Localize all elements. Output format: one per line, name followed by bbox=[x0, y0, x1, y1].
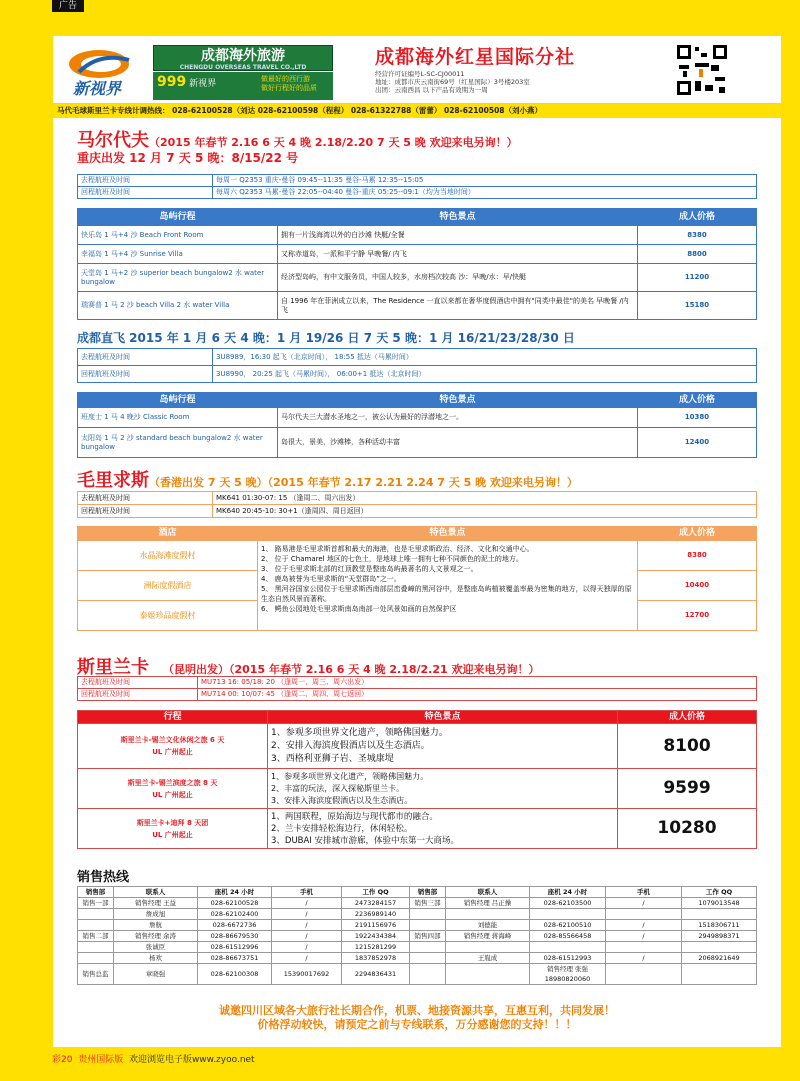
price: 12400 bbox=[638, 428, 757, 458]
mauritius-title-note: （香港出发 7 天 5 晚）（2015 年春节 2.17 2.21 2.24 7 天 5 晚 欢迎来电另询！） bbox=[149, 476, 578, 489]
sales-cell: 2191156976 bbox=[342, 920, 410, 931]
notice-line-2: 价格浮动较快，请预定之前与专线联系，万分感谢您的支持！！！ bbox=[257, 1018, 577, 1031]
sales-cell: 1215281299 bbox=[342, 942, 410, 953]
column-header: 特色景点 bbox=[278, 393, 638, 408]
sales-cell: 章晓强 bbox=[114, 964, 198, 985]
sales-cell: / bbox=[606, 931, 682, 942]
flight-info: 每周六 Q2353 马累-曼谷 22:05--04:40 曼谷-重庆 05:25--09:1（均为当地时间） bbox=[213, 187, 757, 199]
brand-logo bbox=[59, 42, 155, 98]
column-header: 酒店 bbox=[78, 527, 258, 541]
sales-cell: / bbox=[606, 898, 682, 909]
route-name: 斯里兰卡-锡兰滨度之旅 8 天 UL 广州起止 bbox=[78, 769, 268, 809]
edition-name: 贵州国际版 bbox=[78, 1055, 124, 1065]
sales-header-row bbox=[78, 887, 757, 898]
srilanka-title: 斯里兰卡 （昆明出发）（2015 年春节 2.16 6 天 4 晚 2.18/2.21 欢迎来电另询！） bbox=[77, 657, 540, 678]
sales-cell: 销售经理 张强 18980820060 bbox=[530, 964, 606, 985]
feature-line: 6、 鳄鱼公园地处毛里求斯南岛南部一处风景如画的自然保护区 bbox=[261, 605, 457, 613]
price: 8100 bbox=[618, 724, 757, 769]
sales-cell: 028-6672736 bbox=[198, 920, 272, 931]
sales-cell: 销售经理 吕正操 bbox=[446, 898, 530, 909]
page-number: 彩20 bbox=[52, 1055, 73, 1065]
route-name: 斯里兰卡-锡兰文化休闲之旅 6 天 UL 广州起止 bbox=[78, 724, 268, 769]
sales-row bbox=[78, 964, 757, 985]
island-feature: 马尔代夫三大潜水圣地之一，被公认为最好的浮潜地之一。 bbox=[278, 408, 638, 428]
sales-cell: / bbox=[272, 931, 342, 942]
column-header: 工作 QQ bbox=[682, 887, 757, 898]
banner-title: 成都海外旅游 bbox=[201, 48, 285, 64]
column-header: 成人价格 bbox=[638, 209, 757, 226]
sales-cell bbox=[530, 909, 606, 920]
flight-info: MU714 00: 10/07: 45 （逢周二、周四、周七返回） bbox=[198, 689, 757, 701]
mauritius-hotel-table bbox=[77, 526, 757, 631]
price: 10380 bbox=[638, 408, 757, 428]
column-header: 特色景点 bbox=[258, 527, 638, 541]
sales-cell bbox=[606, 942, 682, 953]
sales-cell: 028-62100528 bbox=[198, 898, 272, 909]
sales-cell: 销售一部 bbox=[78, 898, 114, 909]
column-header: 岛屿行程 bbox=[78, 209, 278, 226]
price: 8800 bbox=[638, 245, 757, 264]
sales-cell bbox=[78, 920, 114, 931]
cooperation-notice bbox=[53, 1004, 781, 1032]
sales-cell: 028-62100308 bbox=[198, 964, 272, 985]
column-header: 行程 bbox=[78, 711, 268, 724]
sales-cell: 刘德能 bbox=[446, 920, 530, 931]
sales-cell: 2949898371 bbox=[682, 931, 757, 942]
sales-cell: 2294836431 bbox=[342, 964, 410, 985]
column-header: 联系人 bbox=[114, 887, 198, 898]
sales-cell: 1518306711 bbox=[682, 920, 757, 931]
sales-cell: 王胤成 bbox=[446, 953, 530, 964]
sales-cell: 2473284157 bbox=[342, 898, 410, 909]
maldives-flight-table bbox=[77, 174, 757, 199]
notice-line-1: 诚邀四川区域各大旅行社长期合作，机票、地接资源共享，互惠互利，共同发展！ bbox=[219, 1004, 615, 1017]
flight-info: 3U8990， 20:25 起飞（马累时间）， 06:00+1 抵达（北京时间） bbox=[213, 366, 757, 383]
flight-info: MU713 16: 05/18: 20 （逢周一、周三、周六出发） bbox=[198, 677, 757, 689]
island-name: 幸福岛 1 马+4 沙 Sunrise Villa bbox=[78, 245, 278, 264]
column-header: 工作 QQ bbox=[342, 887, 410, 898]
sales-cell bbox=[446, 964, 530, 985]
flight-info: 3U8989，16:30 起飞（北京时间）， 18:55 抵达（马累时间） bbox=[213, 349, 757, 366]
column-header: 特色景点 bbox=[278, 209, 638, 226]
flight-label: 去程航班及时间 bbox=[78, 175, 213, 187]
sales-title: 销售热线 bbox=[77, 870, 130, 885]
sales-cell bbox=[410, 942, 446, 953]
agency-banner-2 bbox=[153, 72, 333, 100]
banner-subtitle: CHENGDU OVERSEAS TRAVEL CO.,LTD bbox=[179, 64, 307, 71]
license-line-1: 经营许可证编号L-SC-CJ00011 bbox=[375, 70, 465, 78]
column-header: 手机 bbox=[272, 887, 342, 898]
sales-row bbox=[78, 898, 757, 909]
sales-cell: 028-62102400 bbox=[198, 909, 272, 920]
sales-cell: 詹成旭 bbox=[114, 909, 198, 920]
column-header: 联系人 bbox=[446, 887, 530, 898]
website-text[interactable]: 欢迎浏览电子版www.zyoo.net bbox=[128, 1055, 255, 1065]
sales-cell bbox=[446, 942, 530, 953]
sales-cell bbox=[682, 909, 757, 920]
flight-label: 回程航班及时间 bbox=[78, 505, 213, 518]
sales-cell: / bbox=[606, 953, 682, 964]
sales-cell: 销售四部 bbox=[410, 931, 446, 942]
price: 9599 bbox=[618, 769, 757, 809]
flight-label: 回程航班及时间 bbox=[78, 689, 198, 701]
brochure-header bbox=[53, 36, 781, 104]
sales-row bbox=[78, 942, 757, 953]
column-header: 成人价格 bbox=[638, 527, 757, 541]
sales-cell: 杨欢 bbox=[114, 953, 198, 964]
sales-cell: 销售总监 bbox=[78, 964, 114, 985]
sales-cell: 028-86679530 bbox=[198, 931, 272, 942]
sales-cell: / bbox=[272, 953, 342, 964]
sales-cell bbox=[410, 909, 446, 920]
srilanka-route-table bbox=[77, 710, 757, 849]
license-info bbox=[375, 70, 530, 94]
company-name: 成都海外红星国际分社 bbox=[375, 46, 576, 68]
sales-cell bbox=[410, 964, 446, 985]
sales-cell: 张诚臣 bbox=[114, 942, 198, 953]
island-name: 班度士 1 马 4 晚沙 Classic Room bbox=[78, 408, 278, 428]
sales-cell bbox=[78, 909, 114, 920]
island-name: 快乐岛 1 马+4 沙 Beach Front Room bbox=[78, 226, 278, 245]
mauritius-features bbox=[258, 541, 638, 631]
sales-cell: 销售三部 bbox=[410, 898, 446, 909]
sales-cell: 1837852978 bbox=[342, 953, 410, 964]
sales-cell: 028-62100510 bbox=[530, 920, 606, 931]
sales-contact-table bbox=[77, 886, 757, 985]
srilanka-title-note: （昆明出发）（2015 年春节 2.16 6 天 4 晚 2.18/2.21 欢迎来电另询！） bbox=[163, 663, 540, 676]
flight-label: 去程航班及时间 bbox=[78, 349, 213, 366]
flight-info: MK641 01:30-07: 15 （逢周二、周六出发） bbox=[213, 492, 757, 505]
price: 11200 bbox=[638, 264, 757, 292]
srilanka-flight-table bbox=[77, 676, 757, 701]
feature-line: 3、 位于毛里求斯北部的红顶教堂是整座岛屿最著名的人文景观之一。 bbox=[261, 565, 478, 573]
feature-line: 4、 鹿岛被誉为毛里求斯的“天堂群岛”之一。 bbox=[261, 575, 401, 583]
island-feature: 又称赤道岛，一派和平宁静 早晚餐/ 内飞 bbox=[278, 245, 638, 264]
flight-label: 去程航班及时间 bbox=[78, 677, 198, 689]
maldives-island-table bbox=[77, 208, 757, 320]
island-name: 天堂岛 1 马+2 沙 superior beach bungalow2 水 water bungalow bbox=[78, 264, 278, 292]
sales-cell: 2236989140 bbox=[342, 909, 410, 920]
sales-cell bbox=[78, 942, 114, 953]
sales-cell bbox=[682, 942, 757, 953]
hotline-bar: 马代毛球斯里兰卡专线计调热线： 028-62100528（刘达 028-62100598（程程） 028-61322788（雷蕾） 028-62100508（刘小燕） bbox=[53, 104, 781, 118]
island-name: 太阳岛 1 马 2 沙 standard beach bungalow2 水 water bungalow bbox=[78, 428, 278, 458]
flight-info: MK640 20:45-10: 30+1（逢周四、周日返回） bbox=[213, 505, 757, 518]
sales-cell: / bbox=[272, 942, 342, 953]
feature-line: 1、 路易港是毛里求斯首都和最大的海港，也是毛里求斯政治、经济、文化和交通中心。 bbox=[261, 545, 534, 553]
chengdu-island-table bbox=[77, 392, 757, 458]
column-header: 成人价格 bbox=[638, 393, 757, 408]
island-name: 瑞赛普 1 马 2 沙 beach Villa 2 水 water Villa bbox=[78, 292, 278, 320]
sales-cell bbox=[410, 953, 446, 964]
maldives-title: 马尔代夫（2015 年春节 2.16 6 天 4 晚 2.18/2.20 7 天 5 晚 欢迎来电另询！） bbox=[77, 130, 518, 151]
sales-cell: / bbox=[272, 920, 342, 931]
sales-row bbox=[78, 909, 757, 920]
column-header: 座机 24 小时 bbox=[198, 887, 272, 898]
sales-cell: 销售经理 蒋海峰 bbox=[446, 931, 530, 942]
price: 10280 bbox=[618, 809, 757, 849]
sales-cell: 1922434384 bbox=[342, 931, 410, 942]
sales-cell bbox=[410, 920, 446, 931]
flight-label: 回程航班及时间 bbox=[78, 366, 213, 383]
brochure-page bbox=[53, 36, 781, 1047]
agency-banner bbox=[153, 45, 333, 71]
price: 10400 bbox=[638, 571, 757, 601]
sales-cell: 销售二部 bbox=[78, 931, 114, 942]
route-features: 1、参观多项世界文化遗产，领略佛国魅力。 2、丰富的玩法，深入探秘斯里兰卡。 3、安排入海滨度假酒店以及生态酒店。 bbox=[268, 769, 618, 809]
footer-text bbox=[52, 1052, 255, 1065]
sales-row bbox=[78, 953, 757, 964]
route-name: 斯里兰卡+迪拜 8 天团 UL 广州起止 bbox=[78, 809, 268, 849]
chengdu-title: 成都直飞 2015 年 1 月 6 天 4 晚：1 月 19/26 日 7 天 5 晚：1 月 16/21/23/28/30 日 bbox=[77, 331, 575, 345]
sales-cell: 销售经理 余涛 bbox=[114, 931, 198, 942]
sales-cell bbox=[606, 909, 682, 920]
sales-cell: 1079013548 bbox=[682, 898, 757, 909]
island-feature: 经济型岛屿，有中文服务员，中国人较多，水房档次较高 沙：早晚/水：早/快艇 bbox=[278, 264, 638, 292]
sales-cell: 詹航 bbox=[114, 920, 198, 931]
price: 8380 bbox=[638, 541, 757, 571]
sales-cell: / bbox=[606, 920, 682, 931]
ad-label: 广告 bbox=[52, 0, 84, 12]
license-line-3: 出团：云南西昌 以下产品有效期为一周 bbox=[375, 86, 488, 94]
mauritius-flight-table bbox=[77, 491, 757, 518]
sales-cell bbox=[606, 964, 682, 985]
sales-cell: / bbox=[272, 909, 342, 920]
feature-line: 2、 位于 Chamarel 地区的七色土，是地球上唯一拥有七种不同颜色的泥土的地方。 bbox=[261, 555, 523, 563]
sales-cell: 028-85566458 bbox=[530, 931, 606, 942]
sales-cell: 028-61512993 bbox=[530, 953, 606, 964]
maldives-subtitle: 重庆出发 12 月 7 天 5 晚：8/15/22 号 bbox=[77, 151, 299, 165]
price: 8380 bbox=[638, 226, 757, 245]
column-header: 手机 bbox=[606, 887, 682, 898]
sales-cell: 028-62103500 bbox=[530, 898, 606, 909]
sales-cell bbox=[78, 953, 114, 964]
column-header: 岛屿行程 bbox=[78, 393, 278, 408]
sales-cell bbox=[682, 964, 757, 985]
price: 15180 bbox=[638, 292, 757, 320]
sales-cell: 销售经理 王益 bbox=[114, 898, 198, 909]
hotel-name: 水晶海滩度假村 bbox=[78, 541, 258, 571]
price: 12700 bbox=[638, 601, 757, 631]
sales-cell bbox=[446, 909, 530, 920]
page-footer bbox=[0, 1047, 800, 1081]
maldives-title-note: （2015 年春节 2.16 6 天 4 晚 2.18/2.20 7 天 5 晚 欢迎来电另询！） bbox=[149, 136, 518, 149]
sales-row bbox=[78, 931, 757, 942]
sales-cell: 028-86673751 bbox=[198, 953, 272, 964]
column-header: 销售部 bbox=[78, 887, 114, 898]
mauritius-title: 毛里求斯（香港出发 7 天 5 晚）（2015 年春节 2.17 2.21 2.24 7 天 5 晚 欢迎来电另询！） bbox=[77, 470, 578, 491]
route-features: 1、两国联程，原始海边与现代都市的融合。 2、兰卡安排轻松海边行，休闲轻松。 3、DUBAI 安排城市游廊，体验中东第一大商场。 bbox=[268, 809, 618, 849]
hotel-name: 泰姬珍品度假村 bbox=[78, 601, 258, 631]
column-header: 成人价格 bbox=[618, 711, 757, 724]
flight-label: 去程航班及时间 bbox=[78, 492, 213, 505]
column-header: 销售部 bbox=[410, 887, 446, 898]
route-features: 1、参观多项世界文化遗产，领略佛国魅力。 2、安排入海滨度假酒店以及生态酒店。 3、西格利亚狮子岩、圣城康堤 bbox=[268, 724, 618, 769]
island-feature: 拥有一片浅海湾以外的白沙滩 快艇/全餐 bbox=[278, 226, 638, 245]
flight-info: 每周一 Q2353 重庆-曼谷 09:45--11:35 曼谷-马累 12:35--15:05 bbox=[213, 175, 757, 187]
chengdu-flight-table bbox=[77, 348, 757, 383]
sales-cell: 2068921649 bbox=[682, 953, 757, 964]
banner2-slogan: 做最好的西行游 做好行程好的品质 bbox=[261, 75, 317, 92]
sales-row bbox=[78, 920, 757, 931]
qr-code-icon bbox=[675, 43, 729, 97]
column-header: 座机 24 小时 bbox=[530, 887, 606, 898]
column-header: 特色景点 bbox=[268, 711, 618, 724]
hotel-name: 洲际度假酒店 bbox=[78, 571, 258, 601]
sales-cell: 15390017692 bbox=[272, 964, 342, 985]
logo-text: 新视界 bbox=[73, 79, 122, 98]
license-line-2: 地址：成都市庆云南街69号（红星国际）3号楼203室 bbox=[375, 78, 530, 86]
island-feature: 自 1996 年在菲洲成立以来，The Residence 一直以来都在奢华度假酒店中拥有"同类中最佳"的美名 早晚餐 /内飞 bbox=[278, 292, 638, 320]
banner2-brand: 新视界 bbox=[189, 79, 217, 89]
sales-cell: 028-61512996 bbox=[198, 942, 272, 953]
island-feature: 岛很大，景美，沙滩棒，各种活动丰富 bbox=[278, 428, 638, 458]
sales-cell: / bbox=[272, 898, 342, 909]
flight-label: 回程航班及时间 bbox=[78, 187, 213, 199]
feature-line: 5、 黑河谷国家公园位于毛里求斯西南部层峦叠嶂的黑河谷中，是整座岛屿植被覆盖率最为密集的地方，以得天独厚的原生态自然风景而著称。 bbox=[261, 585, 632, 603]
sales-cell bbox=[530, 942, 606, 953]
banner2-number: 999 bbox=[157, 74, 187, 90]
